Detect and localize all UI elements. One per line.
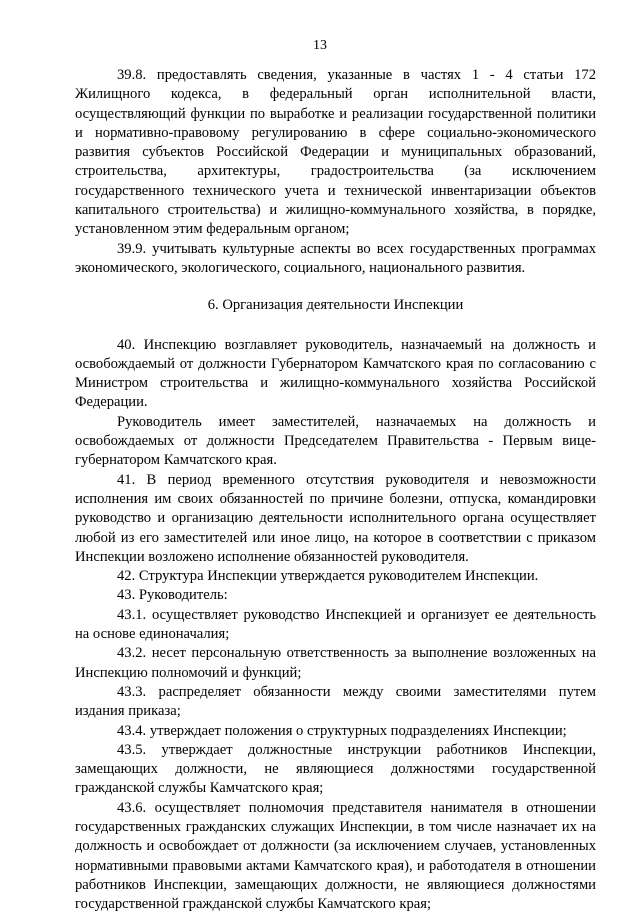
- paragraph-39-8: 39.8. предоставлять сведения, указанные в частях 1 - 4 статьи 172 Жилищного кодекса, в федеральный орган исполнительной власти, осуществляющий функции по выработке и реализации государственной политики и нормативно-правовому регулированию в сфере социально-экономического развития субъектов Российской Федерации и муниципальных образований, строительства, архитектуры, градостроительства (за исключением государственного технического учета и технической инвентаризации объектов капитального строительства) и жилищно-коммунального хозяйства, в порядке, установленном этим федеральным органом;: [75, 67, 596, 238]
- paragraph-43-6: 43.6. осуществляет полномочия представителя нанимателя в отношении государственных гражданских служащих Инспекции, в том числе назначает их на должность и освобождает от должности (за исключением случаев, установленных нормативными правовыми актами Камчатского края), и работодателя в отношении работников Инспекции, замещающих должности, не являющиеся должностями государственной гражданской службы Камчатского края;: [75, 799, 596, 913]
- document-body: [75, 66, 596, 914]
- paragraph-43: 43. Руководитель:: [117, 587, 228, 604]
- page-number: 13: [313, 38, 327, 53]
- paragraph-deputies: Руководитель имеет заместителей, назначаемых на должность и освобождаемых от должности Председателем Правительства - Первым вице-губернатором Камчатского края.: [75, 413, 596, 469]
- paragraph-43-4: 43.4. утверждает положения о структурных подразделениях Инспекции;: [117, 722, 567, 739]
- section-heading: 6. Организация деятельности Инспекции: [207, 297, 464, 314]
- paragraph-43-3: 43.3. распределяет обязанности между своими заместителями путем издания приказа;: [75, 683, 596, 720]
- paragraph-39-9: 39.9. учитывать культурные аспекты во всех государственных программах экономического, экологического, социального, национального развития.: [75, 240, 596, 276]
- paragraph-41: 41. В период временного отсутствия руководителя и невозможности исполнения им своих обязанностей по причине болезни, отпуска, командировки руководство и организацию деятельности исполнительного органа осуществляет любой из его заместителей или иное лицо, на которое в соответствии с приказом Инспекции возложено исполнение обязанностей руководителя.: [75, 471, 596, 565]
- paragraph-40: 40. Инспекцию возглавляет руководитель, назначаемый на должность и освобождаемый от должности Губернатором Камчатского края по согласованию с Министром строительства и жилищно-коммунального хозяйства Российской Федерации.: [75, 336, 596, 411]
- paragraph-43-1: 43.1. осуществляет руководство Инспекцией и организует ее деятельность на основе единоначалия;: [75, 606, 596, 643]
- paragraph-42: 42. Структура Инспекции утверждается руководителем Инспекции.: [117, 568, 539, 585]
- paragraph-43-2: 43.2. несет персональную ответственность за выполнение возложенных на Инспекцию полномочий и функций;: [75, 645, 596, 681]
- paragraph-43-5: 43.5. утверждает должностные инструкции работников Инспекции, замещающих должности, не являющиеся должностями государственной гражданской службы Камчатского края;: [75, 741, 596, 797]
